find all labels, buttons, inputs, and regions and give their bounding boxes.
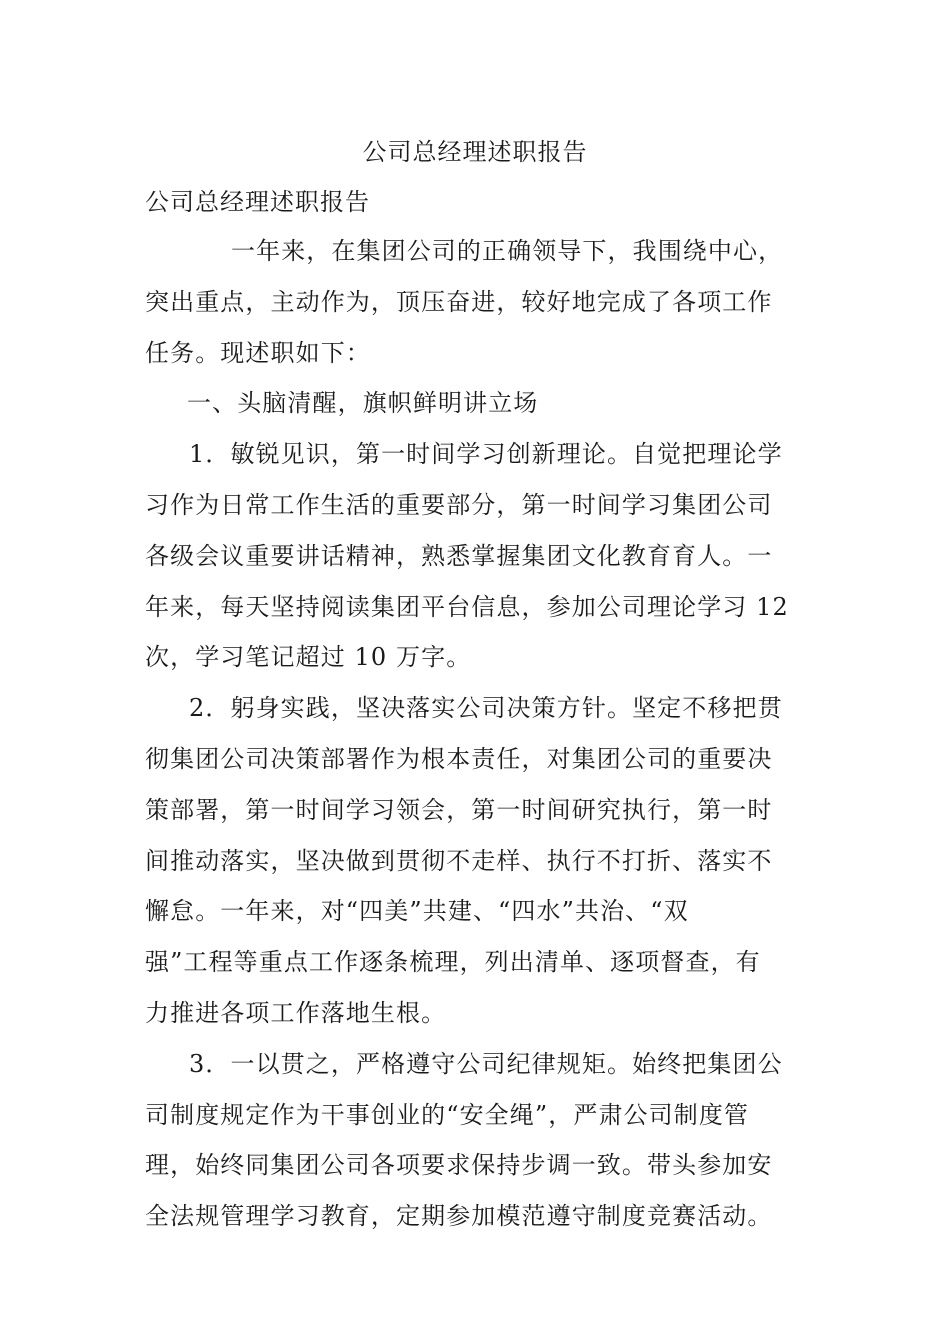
section-heading: 一、头脑清醒，旗帜鲜明讲立场 xyxy=(187,389,539,418)
paragraph-3-line: 理，始终同集团公司各项要求保持步调一致。带头参加安 xyxy=(145,1151,773,1180)
paragraph-3-line: 3．一以贯之，严格遵守公司纪律规矩。始终把集团公 xyxy=(189,1049,783,1078)
paragraph-intro-line: 任务。现述职如下： xyxy=(145,338,371,367)
paragraph-3-line: 司制度规定作为干事创业的“安全绳”，严肃公司制度管 xyxy=(145,1100,750,1129)
paragraph-1-line: 习作为日常工作生活的重要部分，第一时间学习集团公司 xyxy=(145,490,773,519)
paragraph-2-line: 懈怠。一年来，对“四美”共建、“四水”共治、“双 xyxy=(145,897,689,926)
document-subtitle: 公司总经理述职报告 xyxy=(145,188,370,216)
document-body xyxy=(145,226,810,1242)
paragraph-1-line: 各级会议重要讲话精神，熟悉掌握集团文化教育育人。一 xyxy=(145,541,773,570)
paragraph-2-line: 力推进各项工作落地生根。 xyxy=(145,998,447,1027)
paragraph-2-line: 2．躬身实践，坚决落实公司决策方针。坚定不移把贯 xyxy=(189,694,783,723)
paragraph-2-line: 彻集团公司决策部署作为根本责任，对集团公司的重要决 xyxy=(145,744,773,773)
paragraph-2-line: 策部署，第一时间学习领会，第一时间研究执行，第一时 xyxy=(145,795,773,824)
paragraph-3-line: 全法规管理学习教育，定期参加模范遵守制度竞赛活动。 xyxy=(145,1202,773,1231)
paragraph-2-line: 强”工程等重点工作逐条梳理，列出清单、逐项督查，有 xyxy=(145,948,761,977)
paragraph-1-line: 次，学习笔记超过 10 万字。 xyxy=(145,643,472,672)
document-title: 公司总经理述职报告 xyxy=(362,138,588,166)
paragraph-intro-line: 突出重点，主动作为，顶压奋进，较好地完成了各项工作 xyxy=(145,287,773,316)
paragraph-1-line: 年来，每天坚持阅读集团平台信息，参加公司理论学习 12 xyxy=(145,592,789,621)
paragraph-1-line: 1．敏锐见识，第一时间学习创新理论。自觉把理论学 xyxy=(189,440,783,469)
paragraph-intro-line: 一年来，在集团公司的正确领导下，我围绕中心， xyxy=(231,237,784,265)
paragraph-2-line: 间推动落实，坚决做到贯彻不走样、执行不打折、落实不 xyxy=(145,846,773,875)
